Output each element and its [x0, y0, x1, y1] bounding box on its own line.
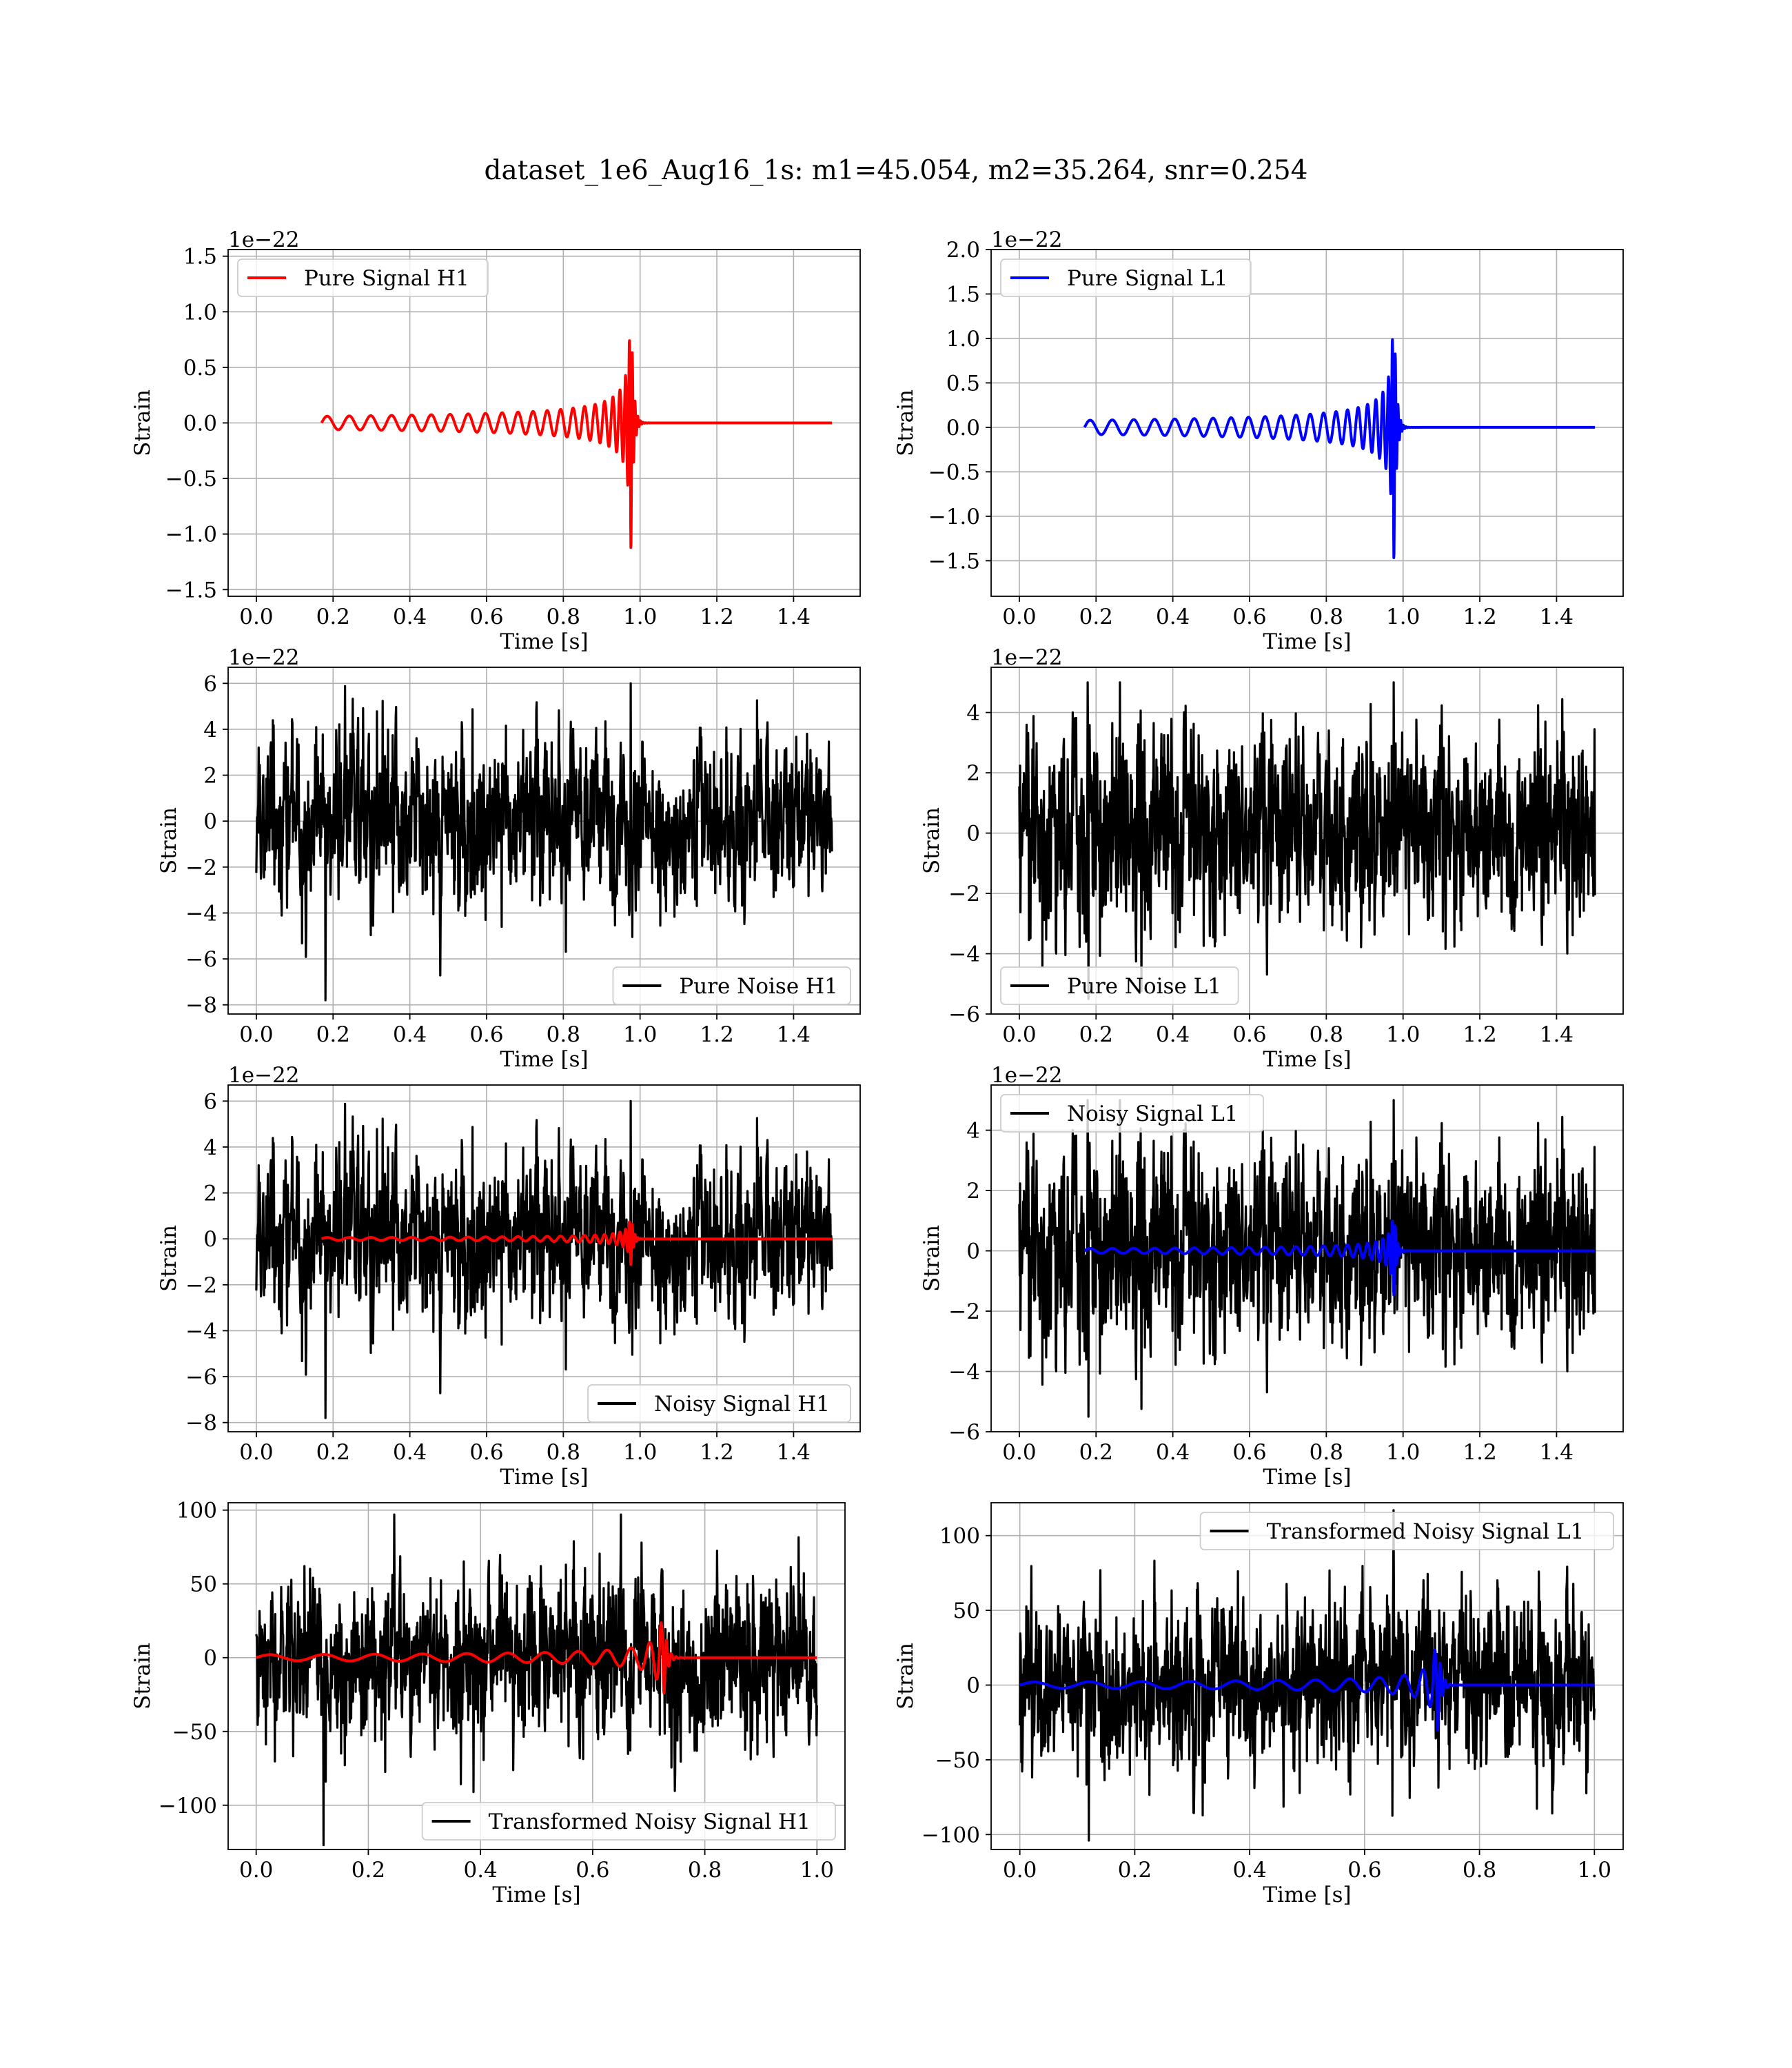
y-tick-label: −2 — [948, 882, 980, 907]
x-tick-label: 0.4 — [463, 1858, 498, 1883]
y-tick-label: −2 — [948, 1299, 980, 1325]
y-tick-label: −0.5 — [928, 460, 980, 485]
y-tick-label: −4 — [185, 1319, 217, 1344]
legend-label: Pure Signal H1 — [304, 266, 469, 291]
x-tick-label: 1.2 — [1463, 605, 1497, 629]
chart-panel-pure-signal-l1 — [893, 227, 1623, 654]
offset-text: 1e−22 — [228, 227, 300, 252]
y-tick-label: 0.0 — [946, 415, 980, 440]
y-tick-label: 0.0 — [183, 411, 217, 436]
x-tick-label: 1.0 — [1577, 1858, 1611, 1883]
offset-text: 1e−22 — [991, 227, 1063, 252]
offset-text: 1e−22 — [228, 1063, 300, 1088]
y-tick-label: 6 — [203, 1089, 217, 1115]
x-tick-label: 0.8 — [1309, 605, 1343, 629]
y-tick-label: 0.5 — [183, 355, 217, 381]
y-axis-label: Strain — [130, 1643, 155, 1710]
x-tick-label: 0.8 — [687, 1858, 722, 1883]
series-line-noisy-signal-h1 — [256, 1101, 832, 1418]
y-tick-label: −1.0 — [928, 504, 980, 529]
y-tick-label: 1.0 — [946, 326, 980, 352]
x-axis-label: Time [s] — [1263, 1465, 1352, 1490]
x-tick-label: 0.8 — [1309, 1022, 1343, 1047]
y-tick-label: −50 — [935, 1747, 980, 1773]
x-tick-label: 0.2 — [316, 1440, 350, 1465]
x-tick-label: 1.0 — [1386, 1022, 1421, 1047]
y-tick-label: 2 — [203, 763, 217, 789]
y-axis-label: Strain — [919, 1225, 944, 1292]
y-tick-label: 0 — [966, 821, 980, 847]
y-tick-label: 2 — [203, 1181, 217, 1206]
y-tick-label: −6 — [185, 1365, 217, 1390]
series-line-transformed-noisy-signal-l1 — [1020, 1510, 1595, 1841]
legend-label: Pure Noise L1 — [1067, 974, 1221, 999]
x-tick-label: 0.0 — [1002, 1022, 1037, 1047]
y-tick-label: −8 — [185, 993, 217, 1018]
offset-text: 1e−22 — [991, 1063, 1063, 1088]
x-axis-label: Time [s] — [1263, 629, 1352, 654]
x-tick-label: 1.0 — [623, 1022, 658, 1047]
x-tick-label: 1.2 — [1463, 1022, 1497, 1047]
y-tick-label: −6 — [948, 1420, 980, 1445]
x-tick-label: 1.4 — [1539, 1022, 1574, 1047]
x-tick-label: 0.0 — [1002, 605, 1037, 629]
y-axis-label: Strain — [893, 1643, 918, 1710]
chart-panel-noisy-signal-l1 — [919, 1063, 1623, 1490]
series-line-pure-signal-h1 — [322, 341, 833, 547]
chart-panel-noisy-signal-h1 — [156, 1063, 860, 1490]
x-tick-label: 0.6 — [576, 1858, 610, 1883]
y-tick-label: 2.0 — [946, 238, 980, 263]
legend — [1001, 1095, 1263, 1132]
x-tick-label: 0.6 — [1232, 605, 1267, 629]
x-tick-label: 0.2 — [316, 1022, 350, 1047]
x-tick-label: 1.0 — [623, 605, 658, 629]
legend — [613, 967, 851, 1004]
legend-label: Pure Signal L1 — [1067, 266, 1228, 291]
x-tick-label: 1.4 — [776, 605, 811, 629]
y-tick-label: −50 — [172, 1719, 217, 1745]
x-tick-label: 1.0 — [623, 1440, 658, 1465]
y-axis-label: Strain — [130, 389, 155, 456]
chart-panel-transformed-noisy-signal-h1 — [130, 1499, 845, 1907]
x-tick-label: 0.0 — [1003, 1858, 1037, 1883]
y-axis-label: Strain — [893, 389, 918, 456]
x-tick-label: 0.8 — [1462, 1858, 1497, 1883]
x-tick-label: 0.4 — [392, 605, 427, 629]
y-tick-label: 50 — [190, 1572, 217, 1597]
y-tick-label: 0 — [203, 1227, 217, 1253]
x-tick-label: 0.0 — [239, 1858, 274, 1883]
x-tick-label: 0.0 — [239, 1440, 274, 1465]
y-tick-label: −2 — [185, 855, 217, 880]
y-tick-label: 0 — [203, 809, 217, 835]
y-tick-label: 4 — [203, 1135, 217, 1160]
y-tick-label: 1.5 — [183, 244, 217, 270]
y-tick-label: 2 — [966, 761, 980, 787]
x-tick-label: 1.4 — [1539, 1440, 1574, 1465]
y-tick-label: −1.5 — [928, 549, 980, 574]
y-tick-label: −1.0 — [165, 522, 217, 547]
legend-label: Transformed Noisy Signal L1 — [1266, 1519, 1585, 1544]
legend — [1001, 259, 1251, 296]
chart-panel-pure-signal-h1 — [130, 227, 860, 654]
series-line-pure-noise-l1 — [1019, 682, 1595, 999]
x-tick-label: 0.2 — [351, 1858, 386, 1883]
x-axis-label: Time [s] — [1263, 1883, 1352, 1907]
y-tick-label: −100 — [158, 1793, 217, 1818]
chart-panel-transformed-noisy-signal-l1 — [893, 1503, 1623, 1907]
x-axis-label: Time [s] — [492, 1883, 581, 1907]
y-tick-label: 1.0 — [183, 300, 217, 325]
y-tick-label: −4 — [948, 942, 980, 967]
series-line-transformed-noisy-signal-h1 — [256, 1514, 817, 1845]
y-tick-label: 0.5 — [946, 371, 980, 396]
y-tick-label: −0.5 — [165, 467, 217, 492]
x-tick-label: 1.2 — [700, 1022, 734, 1047]
chart-panel-pure-noise-l1 — [919, 645, 1623, 1072]
x-tick-label: 0.8 — [546, 1440, 580, 1465]
y-tick-label: 0 — [966, 1673, 980, 1699]
legend — [422, 1803, 835, 1840]
x-tick-label: 0.0 — [239, 605, 274, 629]
legend-label: Pure Noise H1 — [679, 974, 838, 999]
y-tick-label: 100 — [939, 1523, 980, 1549]
x-axis-label: Time [s] — [500, 1465, 589, 1490]
x-axis-label: Time [s] — [1263, 1047, 1352, 1072]
y-tick-label: 100 — [176, 1498, 217, 1523]
x-tick-label: 0.4 — [1232, 1858, 1267, 1883]
x-tick-label: 0.4 — [392, 1440, 427, 1465]
x-tick-label: 0.6 — [469, 1440, 504, 1465]
x-tick-label: 0.6 — [1232, 1440, 1267, 1465]
x-tick-label: 0.4 — [392, 1022, 427, 1047]
x-tick-label: 0.6 — [1347, 1858, 1382, 1883]
y-axis-label: Strain — [919, 807, 944, 874]
y-tick-label: −4 — [185, 901, 217, 926]
legend — [1001, 967, 1239, 1004]
y-tick-label: 1.5 — [946, 282, 980, 307]
x-tick-label: 0.8 — [1309, 1440, 1343, 1465]
y-tick-label: −6 — [948, 1002, 980, 1027]
x-tick-label: 1.4 — [776, 1440, 811, 1465]
x-tick-label: 1.0 — [1386, 1440, 1421, 1465]
chart-panel-pure-noise-h1 — [156, 645, 860, 1072]
x-tick-label: 1.2 — [700, 1440, 734, 1465]
x-tick-label: 1.0 — [800, 1858, 834, 1883]
figure-title: dataset_1e6_Aug16_1s: m1=45.054, m2=35.264, snr=0.254 — [484, 155, 1308, 186]
series-line-noisy-signal-l1 — [1019, 1100, 1595, 1417]
offset-text: 1e−22 — [228, 645, 300, 670]
x-tick-label: 0.0 — [239, 1022, 274, 1047]
y-tick-label: −4 — [948, 1359, 980, 1385]
y-tick-label: 4 — [966, 1118, 980, 1144]
legend — [238, 259, 488, 296]
legend — [588, 1385, 851, 1422]
x-tick-label: 0.4 — [1155, 1440, 1190, 1465]
y-tick-label: 4 — [203, 717, 217, 742]
x-tick-label: 0.2 — [1117, 1858, 1152, 1883]
x-tick-label: 0.4 — [1155, 1022, 1190, 1047]
series-line-pure-signal-l1 — [1085, 340, 1596, 558]
legend-label: Transformed Noisy Signal H1 — [488, 1810, 811, 1834]
y-tick-label: −8 — [185, 1410, 217, 1436]
x-tick-label: 1.2 — [700, 605, 734, 629]
x-tick-label: 0.2 — [1079, 1440, 1113, 1465]
legend — [1201, 1512, 1613, 1550]
x-tick-label: 1.4 — [776, 1022, 811, 1047]
y-tick-label: −2 — [185, 1273, 217, 1298]
legend-label: Noisy Signal L1 — [1067, 1102, 1239, 1126]
y-tick-label: 2 — [966, 1179, 980, 1204]
x-tick-label: 0.6 — [1232, 1022, 1267, 1047]
y-tick-label: 0 — [966, 1239, 980, 1264]
x-tick-label: 0.8 — [546, 1022, 580, 1047]
x-axis-label: Time [s] — [500, 629, 589, 654]
y-tick-label: 0 — [203, 1645, 217, 1671]
y-tick-label: 50 — [953, 1599, 980, 1624]
x-tick-label: 0.8 — [546, 605, 580, 629]
x-tick-label: 0.6 — [469, 1022, 504, 1047]
y-tick-label: 6 — [203, 671, 217, 697]
x-tick-label: 0.6 — [469, 605, 504, 629]
x-tick-label: 1.0 — [1386, 605, 1421, 629]
series-line-pure-noise-h1 — [256, 683, 832, 1000]
x-tick-label: 0.0 — [1002, 1440, 1037, 1465]
legend-label: Noisy Signal H1 — [654, 1392, 830, 1417]
x-tick-label: 0.2 — [1079, 605, 1113, 629]
x-tick-label: 1.4 — [1539, 605, 1574, 629]
y-axis-label: Strain — [156, 1225, 181, 1292]
y-tick-label: −6 — [185, 947, 217, 973]
x-tick-label: 1.2 — [1463, 1440, 1497, 1465]
y-axis-label: Strain — [156, 807, 181, 874]
offset-text: 1e−22 — [991, 645, 1063, 670]
x-axis-label: Time [s] — [500, 1047, 589, 1072]
y-tick-label: −1.5 — [165, 578, 217, 603]
x-tick-label: 0.4 — [1155, 605, 1190, 629]
y-tick-label: 4 — [966, 700, 980, 726]
x-tick-label: 0.2 — [316, 605, 350, 629]
y-tick-label: −100 — [921, 1823, 980, 1848]
x-tick-label: 0.2 — [1079, 1022, 1113, 1047]
